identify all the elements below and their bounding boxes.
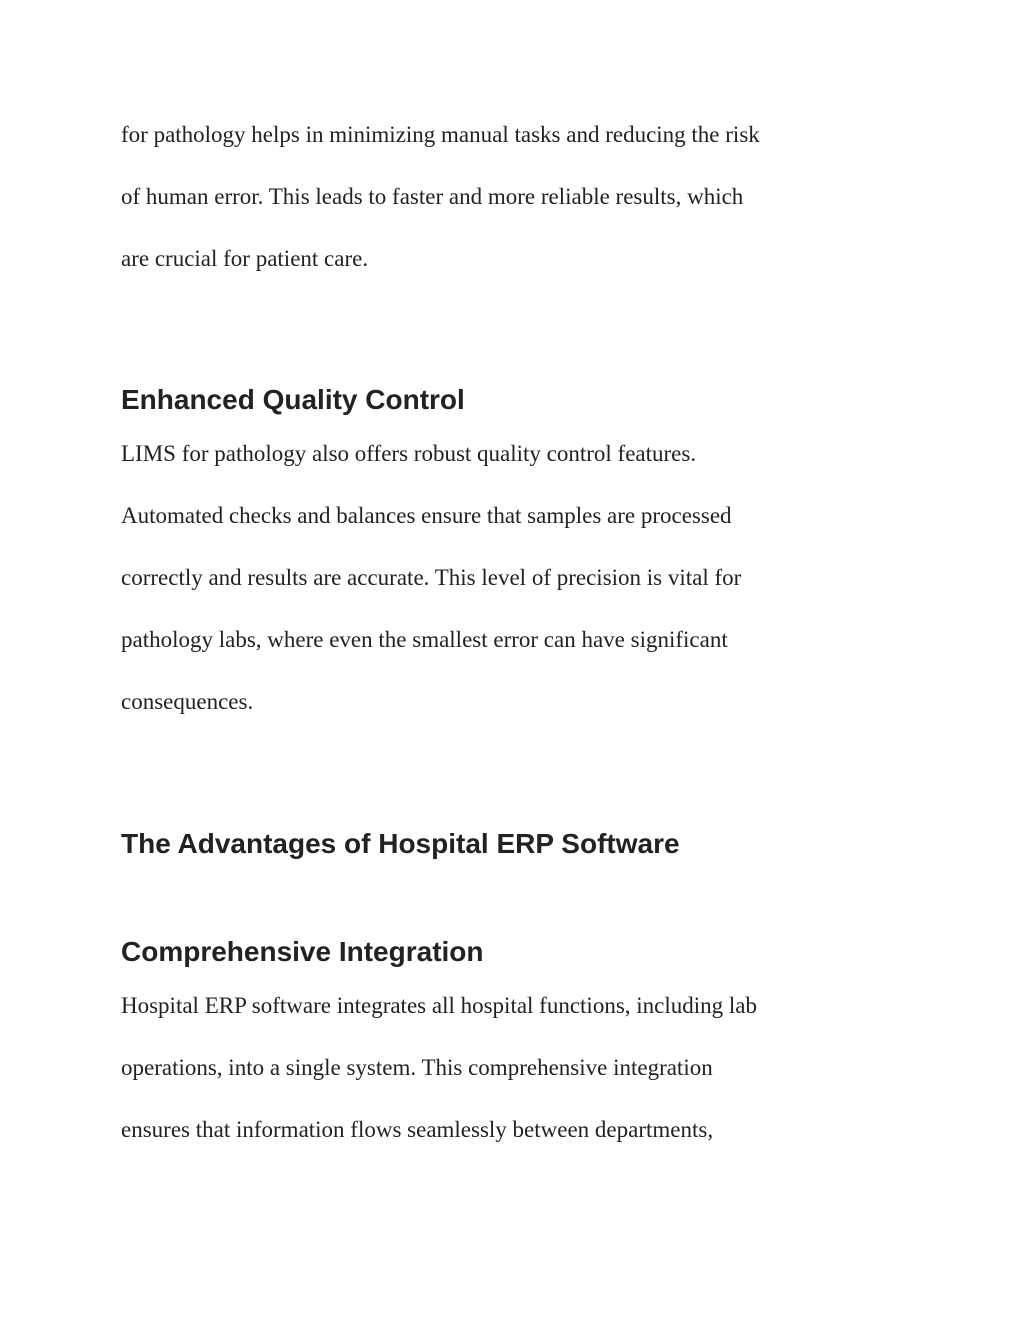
intro-paragraph-line-2: of human error. This leads to faster and more reliable results, which	[121, 184, 744, 209]
quality-paragraph-line-2: Automated checks and balances ensure that samples are processed	[121, 503, 732, 528]
heading-advantages-hospital-erp: The Advantages of Hospital ERP Software	[121, 828, 680, 859]
integration-paragraph-line-1: Hospital ERP software integrates all hospital functions, including lab	[121, 993, 758, 1018]
integration-paragraph-line-2: operations, into a single system. This comprehensive integration	[121, 1055, 713, 1080]
heading-enhanced-quality-control: Enhanced Quality Control	[121, 384, 465, 415]
intro-paragraph-line-3: are crucial for patient care.	[121, 246, 369, 271]
quality-paragraph-line-4: pathology labs, where even the smallest error can have significant	[121, 627, 728, 652]
quality-paragraph-line-1: LIMS for pathology also offers robust quality control features.	[121, 441, 697, 466]
heading-comprehensive-integration: Comprehensive Integration	[121, 936, 484, 967]
quality-paragraph-line-3: correctly and results are accurate. This level of precision is vital for	[121, 565, 742, 590]
integration-paragraph-line-3: ensures that information flows seamlessly between departments,	[121, 1117, 714, 1142]
intro-paragraph-line-1: for pathology helps in minimizing manual tasks and reducing the risk	[121, 122, 760, 147]
quality-paragraph-line-5: consequences.	[121, 689, 254, 714]
